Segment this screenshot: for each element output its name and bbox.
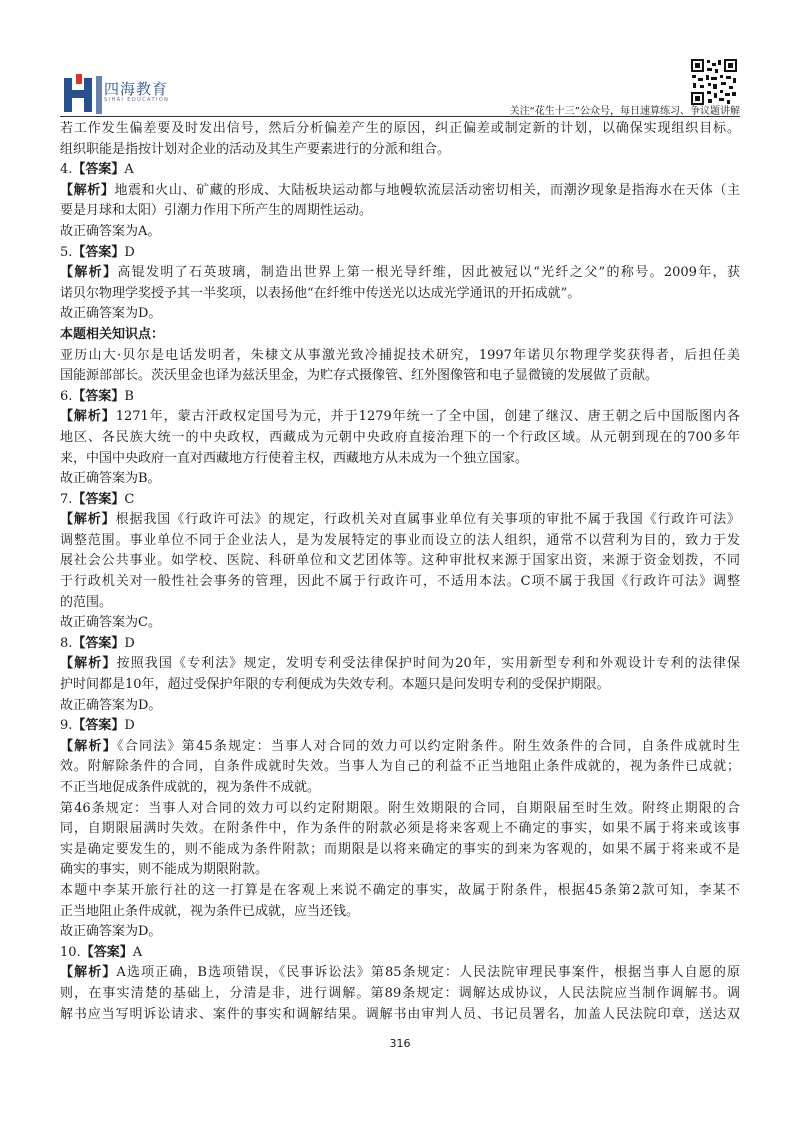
document-body [60,119,740,1025]
logo-subtitle: SIHAI EDUCATION [104,97,170,103]
text-line: 调整范围。事业单位不同于企业法人，是为发展特定的事业而设立的法人组织，通常不以营利为目的，致力于发 [60,532,740,548]
text-line: 故正确答案为A。 [60,223,161,239]
text-line: 故正确答案为D。 [60,306,162,322]
text-line: 【解析】1271年，蒙古汗政权定国号为元，并于1279年统一了全中国，创建了继汉、唐王朝之后中国版图内各 [60,409,740,425]
text-line: 的范围。 [60,594,113,610]
text-line: 【解析】地震和火山、矿藏的形成、大陆板块运动都与地幔软流层活动密切相关，而潮汐现象是指海水在天体（主 [60,182,740,198]
text-line: 实是确定要发生的，则不能成为条件附款；而期限是以将来确定的事实的到来为客观的，如果不属于将来或不是 [60,841,740,857]
text-line: 展社会公共事业。如学校、医院、科研单位和文艺团体等。这种审批权来源于国家出资，来源于资金划拨，不同 [60,553,740,569]
page-header [0,0,800,118]
text-line: 地区、各民族大统一的中央政权，西藏成为元朝中央政府直接治理下的一个行政区域。从元朝到现在的700多年 [60,429,740,445]
text-line: 7.【答案】C [60,491,135,507]
text-line: 【解析】高锟发明了石英玻璃，制造出世界上第一根光导纤维，因此被冠以“光纤之父”的称号。2009年，获 [60,265,740,281]
page-number: 316 [389,1037,411,1050]
text-line: 正当地阻止条件成就，视为条件已成就，应当还钱。 [60,903,360,919]
text-line: 【解析】《合同法》第45条规定：当事人对合同的效力可以约定附条件。附生效条件的合同，自条件成就时生 [60,738,740,754]
text-line: 6.【答案】B [60,388,134,404]
text-line: 【解析】根据我国《行政许可法》的规定，行政机关对直属事业单位有关事项的审批不属于我国《行政许可法》 [60,512,740,528]
text-line: 若工作发生偏差要及时发出信号，然后分析偏差产生的原因，纠正偏差或制定新的计划，以确保实现组织目标。 [60,121,740,136]
text-line: 于行政机关对一般性社会事务的管理，因此不属于行政许可，不适用本法。C项不属于我国《行政许可法》调整 [60,574,740,590]
text-line: 第46条规定：当事人对合同的效力可以约定附期限。附生效期限的合同，自期限届至时生效。附终止期限的合 [60,800,740,816]
header-rule [60,116,740,117]
text-line: 诺贝尔物理学奖授予其一半奖项，以表扬他“在纤维中传送光以达成光学通讯的开拓成就”。 [60,285,581,301]
text-line: 确实的事实，则不能成为期限附款。 [60,862,269,878]
text-line: 亚历山大·贝尔是电话发明者，朱棣文从事激光致冷捕捉技术研究，1997年诺贝尔物理学奖获得者，后担任美 [60,347,740,363]
text-line: 4.【答案】A [60,162,134,178]
text-line: 故正确答案为C。 [60,615,161,631]
text-line: 解书应当写明诉讼请求、案件的事实和调解结果。调解书由审判人员、书记员署名，加盖人民法院印章，送达双 [60,1006,740,1022]
text-line: 组织职能是指按计划对企业的活动及其生产要素进行的分派和组合。 [60,141,451,157]
text-line: 国能源部部长。茨沃里金也译为兹沃里金，为贮存式摄像管、红外图像管和电子显微镜的发展做了贡献。 [60,368,659,384]
text-line: 故正确答案为D。 [60,924,162,940]
text-line: 护时间都是10年，超过受保护年限的专利便成为失效专利。本题只是问发明专利的受保护期限。 [60,677,610,693]
text-line: 同，自期限届满时失效。在附条件中，作为条件的附款必须是将来客观上不确定的事实，如果不属于将来或该事 [60,821,740,837]
text-line: 9.【答案】D [60,718,135,734]
text-line: 本题中李某开旅行社的这一打算是在客观上来说不确定的事实，故属于附条件，根据45条第2款可知，李某不 [60,882,740,898]
text-line: 故正确答案为D。 [60,697,162,713]
qr-code-icon [690,58,738,106]
text-line: 则，在事实清楚的基础上，分清是非，进行调解。第89条规定：调解达成协议，人民法院应当制作调解书。调 [60,985,740,1001]
text-line: 8.【答案】D [60,635,135,651]
text-line: 本题相关知识点： [60,326,165,342]
text-line: 要是月球和太阳）引潮力作用下所产生的周期性运动。 [60,203,373,219]
text-line: 10.【答案】A [60,944,143,960]
text-line: 故正确答案为B。 [60,471,161,487]
text-line: 不正当地促成条件成就的，视为条件不成就。 [60,780,321,795]
text-line: 【解析】按照我国《专利法》规定，发明专利受法律保护时间为20年，实用新型专利和外观设计专利的法律保 [60,656,740,672]
logo-text: 四海教育 [104,80,169,98]
text-line: 【解析】A选项正确，B选项错误，《民事诉讼法》第85条规定：人民法院审理民事案件，根据当事人自愿的原 [60,965,740,981]
header-slogan: 关注“花生十三”公众号，每日速算练习、争议题讲解 [509,106,740,117]
text-line: 5.【答案】D [60,244,135,260]
text-line: 效。附解除条件的合同，自条件成就时失效。当事人为自己的利益不正当地阻止条件成就的，视为条件已成就； [60,759,740,775]
text-line: 来，中国中央政府一直对西藏地方行使着主权，西藏地方从未成为一个独立国家。 [60,450,529,466]
